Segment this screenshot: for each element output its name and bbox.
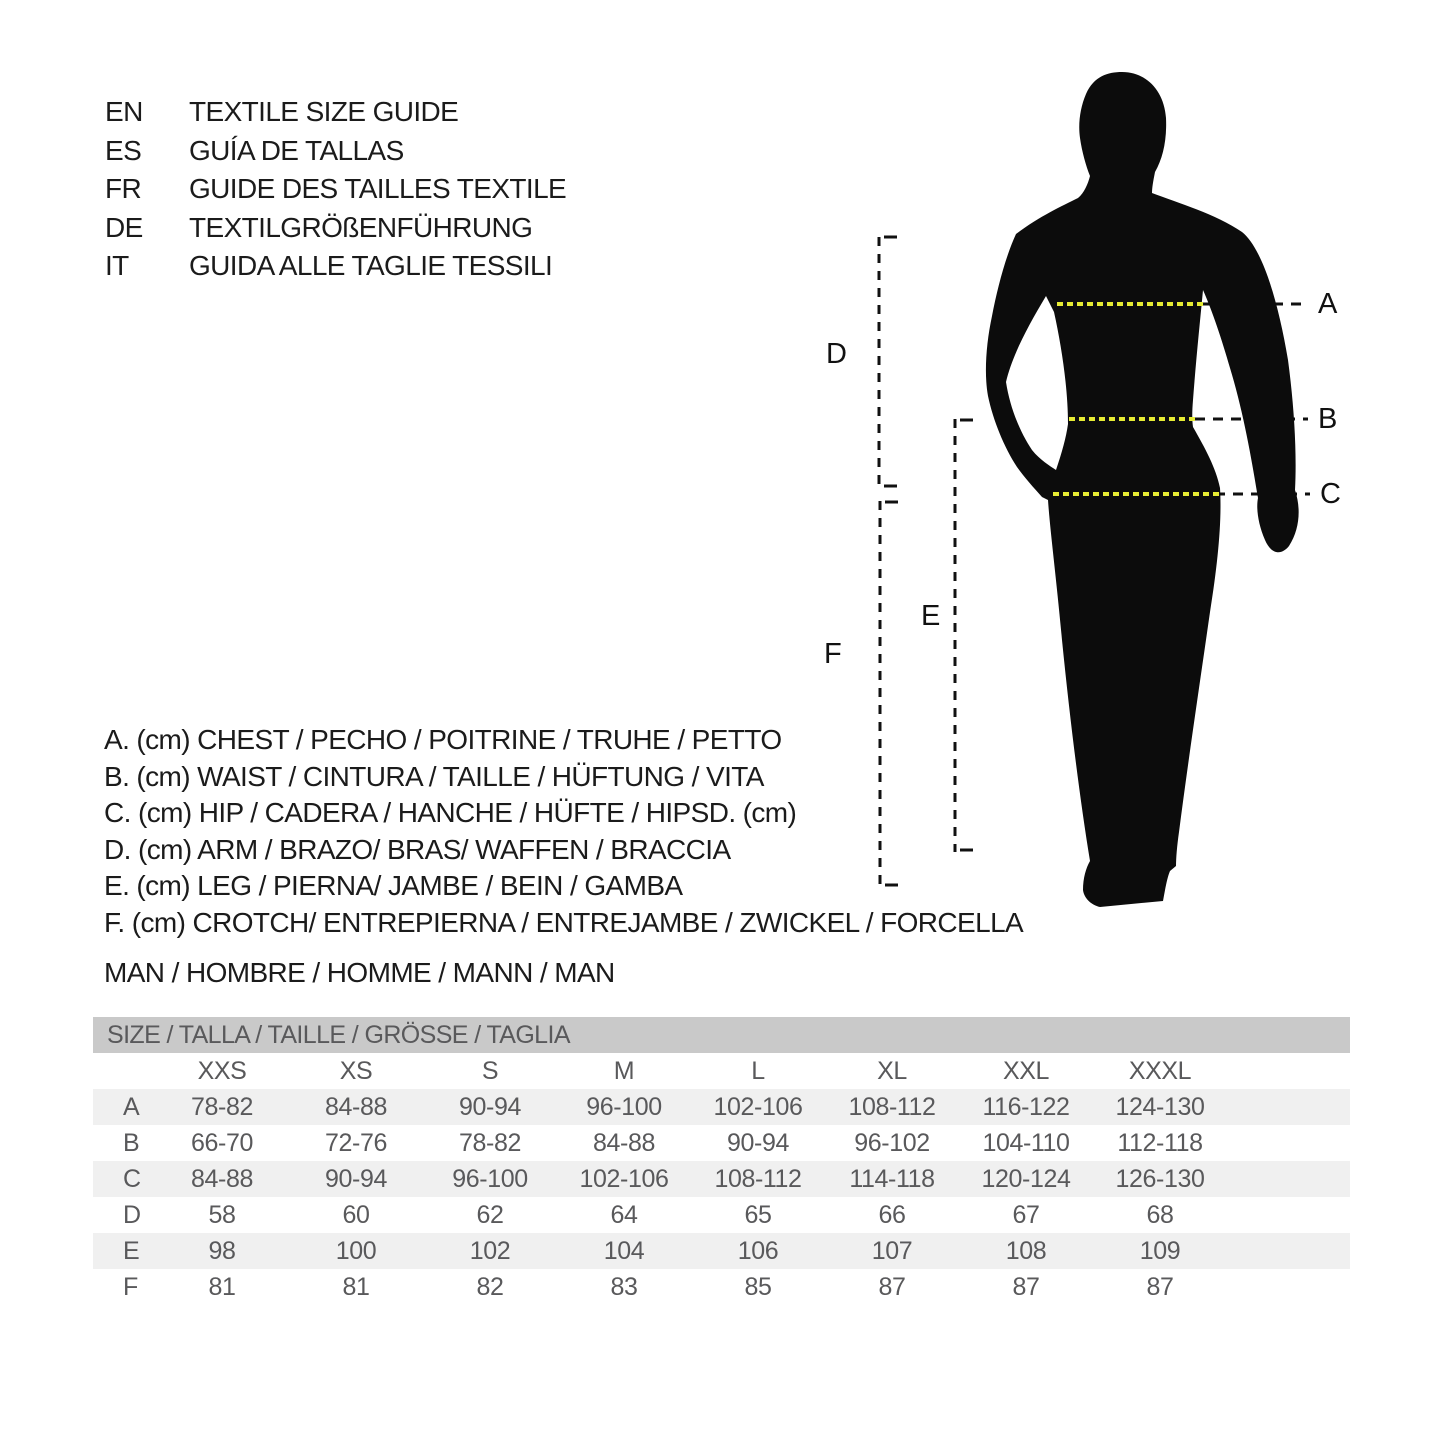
measurement-legend <box>104 722 1023 942</box>
legend-leg: E. (cm) LEG / PIERNA/ JAMBE / BEIN / GAMBA <box>104 870 683 902</box>
filler-cell <box>1227 1233 1350 1269</box>
col-header: XL <box>877 1056 907 1085</box>
size-header-row <box>93 1053 1350 1089</box>
row-label: B <box>123 1128 140 1157</box>
cell: 108-112 <box>848 1092 936 1121</box>
legend-waist: B. (cm) WAIST / CINTURA / TAILLE / HÜFTUNG / VITA <box>104 760 764 792</box>
cell: 87 <box>878 1272 906 1301</box>
cell: 104-110 <box>982 1128 1070 1157</box>
cell: 66 <box>878 1200 906 1229</box>
cell: 108-112 <box>714 1164 802 1193</box>
cell: 66-70 <box>191 1128 253 1157</box>
guide-title: GUIDA ALLE TAGLIE TESSILI <box>189 250 553 281</box>
cell: 102-106 <box>713 1092 803 1121</box>
cell: 96-100 <box>452 1164 528 1193</box>
size-table-title-bar: SIZE / TALLA / TAILLE / GRÖSSE / TAGLIA <box>93 1017 1350 1053</box>
cell: 107 <box>871 1236 913 1265</box>
col-header: XXS <box>197 1056 247 1085</box>
language-code: EN <box>105 96 143 127</box>
size-table-grid <box>93 1053 1350 1305</box>
cell: 78-82 <box>191 1092 253 1121</box>
cell: 87 <box>1146 1272 1174 1301</box>
cell: 106 <box>737 1236 779 1265</box>
cell: 64 <box>610 1200 638 1229</box>
cell: 68 <box>1146 1200 1174 1229</box>
col-header: S <box>481 1056 499 1085</box>
col-header: XXL <box>1002 1056 1050 1085</box>
measure-label-arm: D <box>826 338 847 370</box>
legend-chest: A. (cm) CHEST / PECHO / POITRINE / TRUHE / PETTO <box>104 724 782 755</box>
cell: 90-94 <box>727 1128 789 1157</box>
cell: 60 <box>342 1200 370 1229</box>
table-row-leg <box>93 1233 1350 1269</box>
cell: 126-130 <box>1115 1164 1205 1193</box>
cell: 100 <box>335 1236 377 1265</box>
cell: 87 <box>1012 1272 1040 1301</box>
table-row-chest <box>93 1089 1350 1125</box>
cell: 112-118 <box>1117 1128 1203 1157</box>
guide-title: TEXTILGRÖßENFÜHRUNG <box>189 211 533 243</box>
measure-label-chest: A <box>1318 288 1337 320</box>
cell: 58 <box>208 1200 236 1229</box>
filler-cell <box>1227 1089 1350 1125</box>
language-code: ES <box>105 134 142 166</box>
measure-label-crotch: F <box>824 638 842 670</box>
guide-title: GUIDE DES TAILLES TEXTILE <box>189 173 567 204</box>
row-label: F <box>123 1272 138 1301</box>
col-header: XXXL <box>1128 1056 1192 1085</box>
cell: 67 <box>1012 1200 1040 1229</box>
row-label: A <box>123 1092 140 1121</box>
legend-hip: C. (cm) HIP / CADERA / HANCHE / HÜFTE / HIPSD. (cm) <box>104 797 797 829</box>
filler-cell <box>1227 1053 1350 1089</box>
cell: 96-100 <box>586 1092 662 1121</box>
legend-crotch: F. (cm) CROTCH/ ENTREPIERNA / ENTREJAMBE / ZWICKEL / FORCELLA <box>104 906 1024 938</box>
language-code: DE <box>105 211 143 243</box>
cell: 78-82 <box>459 1128 521 1157</box>
filler-cell <box>1227 1269 1350 1305</box>
guide-title: TEXTILE SIZE GUIDE <box>189 96 459 127</box>
cell: 81 <box>342 1272 370 1301</box>
cell: 102 <box>469 1236 511 1265</box>
cell: 124-130 <box>1115 1092 1205 1121</box>
filler-cell <box>1227 1197 1350 1233</box>
cell: 81 <box>208 1272 236 1301</box>
table-row-hip <box>93 1161 1350 1197</box>
col-header: XS <box>339 1056 373 1085</box>
guide-title: GUÍA DE TALLAS <box>189 134 404 166</box>
cell: 84-88 <box>191 1164 253 1193</box>
legend-arm: D. (cm) ARM / BRAZO/ BRAS/ WAFFEN / BRACCIA <box>104 833 731 865</box>
col-header: M <box>613 1056 635 1085</box>
cell: 85 <box>744 1272 772 1301</box>
cell: 65 <box>744 1200 772 1229</box>
language-code: IT <box>105 250 129 281</box>
cell: 104 <box>603 1236 645 1265</box>
table-row-waist <box>93 1125 1350 1161</box>
measure-label-leg: E <box>921 600 940 632</box>
table-row-arm <box>93 1197 1350 1233</box>
category-line: MAN / HOMBRE / HOMME / MANN / MAN <box>104 957 615 988</box>
cell: 102-106 <box>579 1164 669 1193</box>
measure-label-hip: C <box>1320 478 1341 510</box>
cell: 90-94 <box>459 1092 521 1121</box>
cell: 116-122 <box>982 1092 1070 1121</box>
measure-label-waist: B <box>1318 403 1337 435</box>
filler-cell <box>1227 1161 1350 1197</box>
filler-cell <box>1227 1125 1350 1161</box>
cell: 84-88 <box>325 1092 387 1121</box>
cell: 96-102 <box>854 1128 930 1157</box>
cell: 72-76 <box>325 1128 387 1157</box>
row-label: E <box>123 1236 140 1265</box>
row-label: C <box>123 1164 141 1193</box>
cell: 82 <box>476 1272 504 1301</box>
man-silhouette <box>986 72 1299 907</box>
cell: 62 <box>476 1200 504 1229</box>
cell: 120-124 <box>981 1164 1071 1193</box>
size-table <box>93 1017 1350 1305</box>
cell: 114-118 <box>849 1164 935 1193</box>
row-label: D <box>123 1200 141 1229</box>
cell: 84-88 <box>593 1128 655 1157</box>
cell: 90-94 <box>325 1164 387 1193</box>
col-header: L <box>751 1056 765 1085</box>
table-row-crotch <box>93 1269 1350 1305</box>
empty-corner-cell <box>93 1053 155 1089</box>
language-code: FR <box>105 173 142 204</box>
cell: 108 <box>1005 1236 1047 1265</box>
cell: 83 <box>610 1272 638 1301</box>
cell: 98 <box>208 1236 236 1265</box>
cell: 109 <box>1139 1236 1181 1265</box>
